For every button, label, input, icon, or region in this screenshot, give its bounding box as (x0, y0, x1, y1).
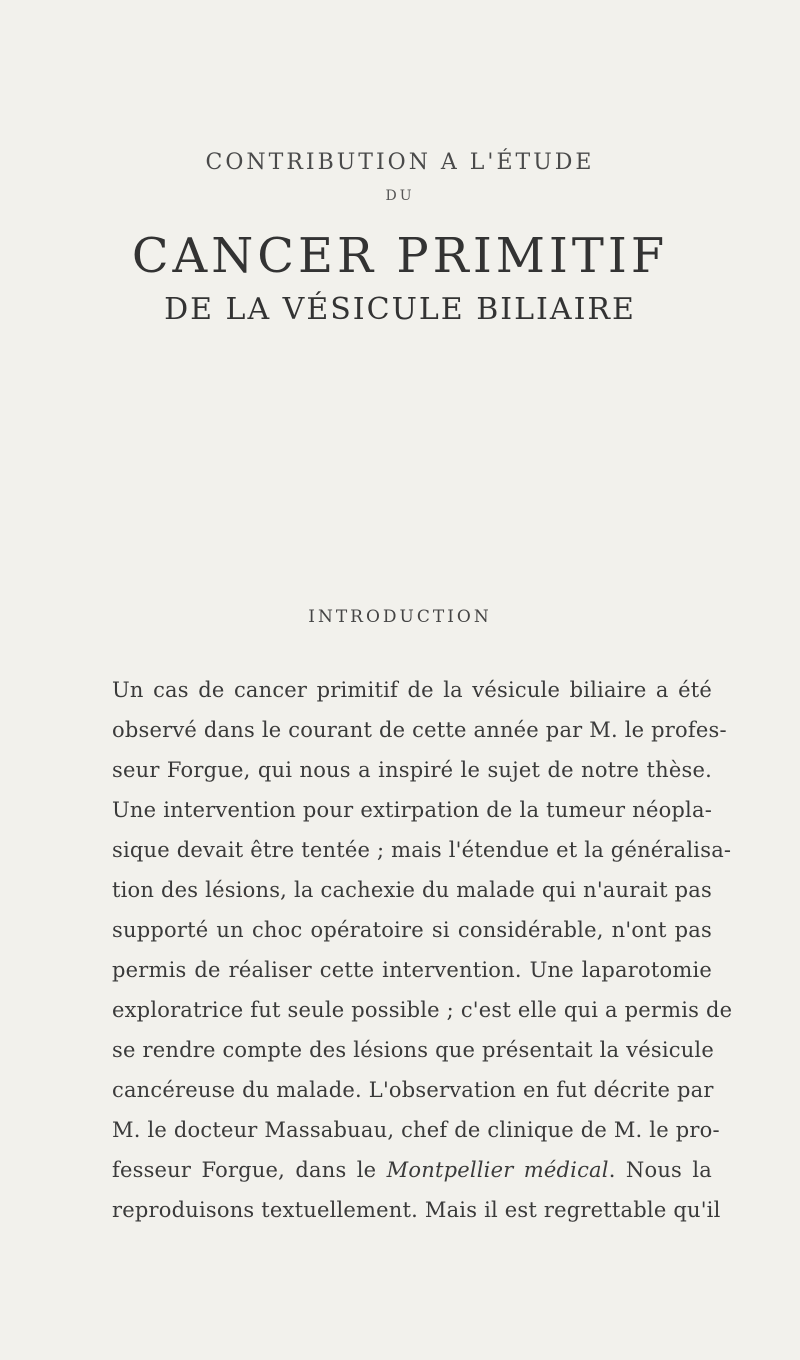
paragraph-line: M. le docteur Massabuau, chef de clinique de M. le pro- (112, 1118, 720, 1142)
title-du: DU (385, 188, 415, 204)
paragraph-line: Un cas de cancer primitif de la vésicule biliaire a été (112, 678, 712, 702)
journal-name: Montpellier médical (386, 1158, 609, 1182)
paragraph-line: observé dans le courant de cette année par M. le profes- (112, 718, 727, 742)
paragraph-line: cancéreuse du malade. L'observation en fut décrite par (112, 1078, 714, 1102)
paragraph-line: supporté un choc opératoire si considérable, n'ont pas (112, 918, 712, 942)
paragraph-line: seur Forgue, qui nous a inspiré le sujet de notre thèse. (112, 758, 712, 782)
paragraph-line: reproduisons textuellement. Mais il est regrettable qu'il (112, 1198, 721, 1222)
paragraph-line: Une intervention pour extirpation de la tumeur néopla- (112, 798, 712, 822)
introduction-paragraph (112, 670, 733, 1230)
main-title: CANCER PRIMITIF (131, 228, 669, 284)
subtitle: DE LA VÉSICULE BILIAIRE (164, 292, 636, 327)
paragraph-line: permis de réaliser cette intervention. Une laparotomie (112, 958, 712, 982)
paragraph-line: tion des lésions, la cachexie du malade qui n'aurait pas (112, 878, 712, 902)
paragraph-line: se rendre compte des lésions que présentait la vésicule (112, 1038, 714, 1062)
paragraph-line: sique devait être tentée ; mais l'étendue et la généralisa- (112, 838, 732, 862)
paragraph-line-journal (112, 1150, 712, 1190)
paragraph-line-start: fesseur Forgue, dans le (112, 1158, 377, 1182)
paragraph-line-end: . Nous la (608, 1158, 712, 1182)
paragraph-line: exploratrice fut seule possible ; c'est elle qui a permis de (112, 998, 733, 1022)
title-contribution: CONTRIBUTION A L'ÉTUDE (205, 150, 595, 175)
section-heading-introduction: INTRODUCTION (308, 607, 492, 627)
